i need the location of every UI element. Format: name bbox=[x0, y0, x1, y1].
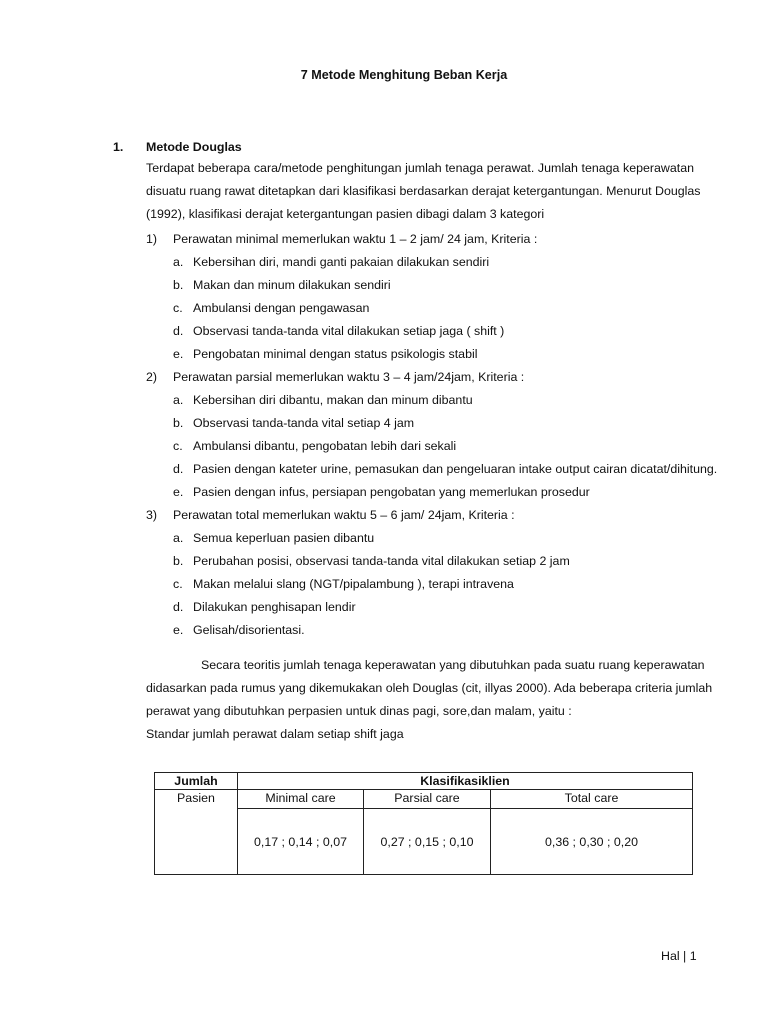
table-subheader-pasien: Pasien bbox=[155, 790, 238, 875]
criteria-text: Makan dan minum dilakukan sendiri bbox=[193, 278, 391, 292]
criteria-text: Pasien dengan infus, persiapan pengobatan yang memerlukan prosedur bbox=[193, 485, 590, 499]
criteria-letter: b. bbox=[173, 416, 184, 430]
criteria-letter: d. bbox=[173, 600, 184, 614]
criteria-letter: c. bbox=[173, 301, 183, 315]
table-column-header: Minimal care bbox=[238, 790, 364, 809]
criteria-letter: a. bbox=[173, 393, 184, 407]
criteria-letter: e. bbox=[173, 485, 184, 499]
category-text: Perawatan parsial memerlukan waktu 3 – 4 jam/24jam, Kriteria : bbox=[173, 370, 525, 384]
criteria-letter: a. bbox=[173, 531, 184, 545]
category-text: Perawatan minimal memerlukan waktu 1 – 2 jam/ 24 jam, Kriteria : bbox=[173, 232, 538, 246]
paragraph-line: (1992), klasifikasi derajat ketergantungan pasien dibagi dalam 3 kategori bbox=[146, 207, 545, 221]
paragraph-line: perawat yang dibutuhkan perpasien untuk dinas pagi, sore,dan malam, yaitu : bbox=[146, 704, 572, 718]
criteria-letter: c. bbox=[173, 439, 183, 453]
criteria-text: Kebersihan diri, mandi ganti pakaian dilakukan sendiri bbox=[193, 255, 490, 269]
criteria-letter: b. bbox=[173, 554, 184, 568]
page-number: Hal | 1 bbox=[661, 949, 697, 963]
criteria-letter: a. bbox=[173, 255, 184, 269]
criteria-text: Dilakukan penghisapan lendir bbox=[193, 600, 356, 614]
criteria-letter: d. bbox=[173, 462, 184, 476]
criteria-text: Pengobatan minimal dengan status psikologis stabil bbox=[193, 347, 478, 361]
intro-paragraph bbox=[146, 157, 701, 226]
table-header-jumlah: Jumlah bbox=[155, 773, 238, 790]
criteria-text: Perubahan posisi, observasi tanda-tanda vital dilakukan setiap 2 jam bbox=[193, 554, 570, 568]
category-number: 3) bbox=[146, 508, 158, 522]
criteria-letter: e. bbox=[173, 623, 184, 637]
table-header-classification: Klasifikasiklien bbox=[238, 773, 693, 790]
paragraph-line: Terdapat beberapa cara/metode penghitungan jumlah tenaga perawat. Jumlah tenaga keperawatan bbox=[146, 161, 694, 175]
criteria-text: Ambulansi dibantu, pengobatan lebih dari sekali bbox=[193, 439, 457, 453]
criteria-letter: c. bbox=[173, 577, 183, 591]
criteria-text: Ambulansi dengan pengawasan bbox=[193, 301, 370, 315]
criteria-letter: d. bbox=[173, 324, 184, 338]
document-title: 7 Metode Menghitung Beban Kerja bbox=[300, 68, 508, 82]
criteria-text: Makan melalui slang (NGT/pipalambung ), terapi intravena bbox=[193, 577, 514, 591]
theory-paragraph bbox=[146, 654, 713, 723]
paragraph-line: didasarkan pada rumus yang dikemukakan oleh Douglas (cit, illyas 2000). Ada beberapa criteria jumlah bbox=[146, 681, 713, 695]
category-number: 1) bbox=[146, 232, 158, 246]
criteria-text: Semua keperluan pasien dibantu bbox=[193, 531, 375, 545]
table-cell: 0,17 ; 0,14 ; 0,07 bbox=[238, 809, 364, 875]
paragraph-line: disuatu ruang rawat ditetapkan dari klasifikasi berdasarkan derajat ketergantungan. Menurut Douglas bbox=[146, 184, 701, 198]
category-number: 2) bbox=[146, 370, 158, 384]
criteria-text: Pasien dengan kateter urine, pemasukan dan pengeluaran intake output cairan dicatat/dihitung. bbox=[193, 462, 718, 476]
staffing-table bbox=[154, 772, 693, 875]
category-text: Perawatan total memerlukan waktu 5 – 6 jam/ 24jam, Kriteria : bbox=[173, 508, 515, 522]
criteria-text: Gelisah/disorientasi. bbox=[193, 623, 305, 637]
table-cell: 0,27 ; 0,15 ; 0,10 bbox=[364, 809, 491, 875]
section-title: Metode Douglas bbox=[146, 140, 242, 154]
criteria-text: Kebersihan diri dibantu, makan dan minum dibantu bbox=[193, 393, 473, 407]
criteria-text: Observasi tanda-tanda vital dilakukan setiap jaga ( shift ) bbox=[193, 324, 505, 338]
table-column-header: Parsial care bbox=[364, 790, 491, 809]
table-caption: Standar jumlah perawat dalam setiap shift jaga bbox=[146, 727, 404, 741]
table-column-header: Total care bbox=[491, 790, 693, 809]
criteria-text: Observasi tanda-tanda vital setiap 4 jam bbox=[193, 416, 415, 430]
paragraph-line: Secara teoritis jumlah tenaga keperawatan yang dibutuhkan pada suatu ruang keperawatan bbox=[201, 658, 705, 672]
section-number: 1. bbox=[113, 140, 124, 154]
table-cell: 0,36 ; 0,30 ; 0,20 bbox=[491, 809, 693, 875]
criteria-letter: e. bbox=[173, 347, 184, 361]
criteria-letter: b. bbox=[173, 278, 184, 292]
